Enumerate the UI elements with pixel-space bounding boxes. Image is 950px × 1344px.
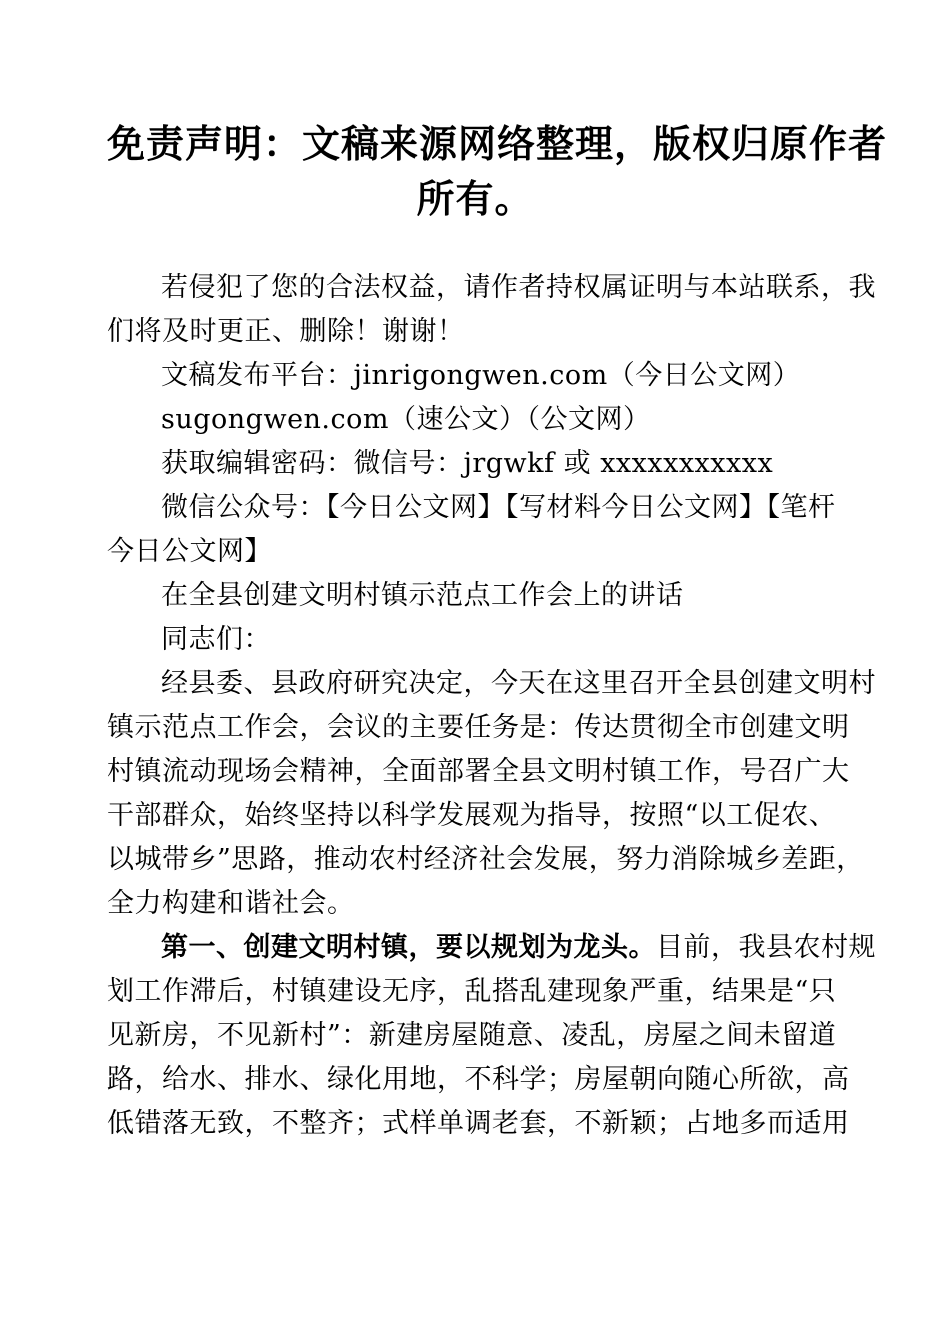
salutation-line: 同志们： xyxy=(161,624,271,655)
text-span: 目前，我县农村规 xyxy=(656,932,876,963)
text-line: 微信公众号：【今日公文网】【写材料今日公文网】【笔杆 xyxy=(161,492,836,523)
text-line: 干部群众，始终坚持以科学发展观为指导，按照“以工促农、 xyxy=(107,800,837,831)
title-line-1: 免责声明：文稿来源网络整理，版权归原作者 xyxy=(107,124,888,166)
text-line: 们将及时更正、删除！谢谢！ xyxy=(107,316,465,347)
title-line-2: 所有。 xyxy=(416,179,534,221)
text-line: 经县委、县政府研究决定，今天在这里召开全县创建文明村 xyxy=(161,668,876,699)
text-line: 以城带乡”思路，推动农村经济社会发展，努力消除城乡差距， xyxy=(107,844,864,875)
section-heading-bold: 第一、创建文明村镇，要以规划为龙头。 xyxy=(161,932,656,963)
text-line: 全力构建和谐社会。 xyxy=(107,888,355,919)
text-line: 镇示范点工作会，会议的主要任务是：传达贯彻全市创建文明 xyxy=(107,712,850,743)
text-line: 村镇流动现场会精神，全面部署全县文明村镇工作，号召广大 xyxy=(107,756,850,787)
text-line: sugongwen.com（速公文）（公文网） xyxy=(161,404,651,435)
text-line xyxy=(107,926,876,970)
text-line: 低错落无致，不整齐；式样单调老套，不新颖；占地多而适用 xyxy=(107,1108,850,1139)
text-line: 划工作滞后，村镇建设无序，乱搭乱建现象严重，结果是“只 xyxy=(107,976,837,1007)
text-line: 见新房，不见新村”：新建房屋随意、凌乱，房屋之间未留道 xyxy=(107,1020,837,1051)
text-line: 若侵犯了您的合法权益，请作者持权属证明与本站联系，我 xyxy=(161,272,876,303)
text-line: 获取编辑密码：微信号：jrgwkf 或 xxxxxxxxxxx xyxy=(161,448,774,479)
speech-title-line: 在全县创建文明村镇示范点工作会上的讲话 xyxy=(161,580,684,611)
text-line: 今日公文网】 xyxy=(107,536,272,567)
document-title xyxy=(107,118,888,228)
document-body xyxy=(107,266,876,1146)
text-line: 文稿发布平台：jinrigongwen.com（今日公文网） xyxy=(161,360,801,391)
text-line: 路，给水、排水、绿化用地，不科学；房屋朝向随心所欲，高 xyxy=(107,1064,850,1095)
